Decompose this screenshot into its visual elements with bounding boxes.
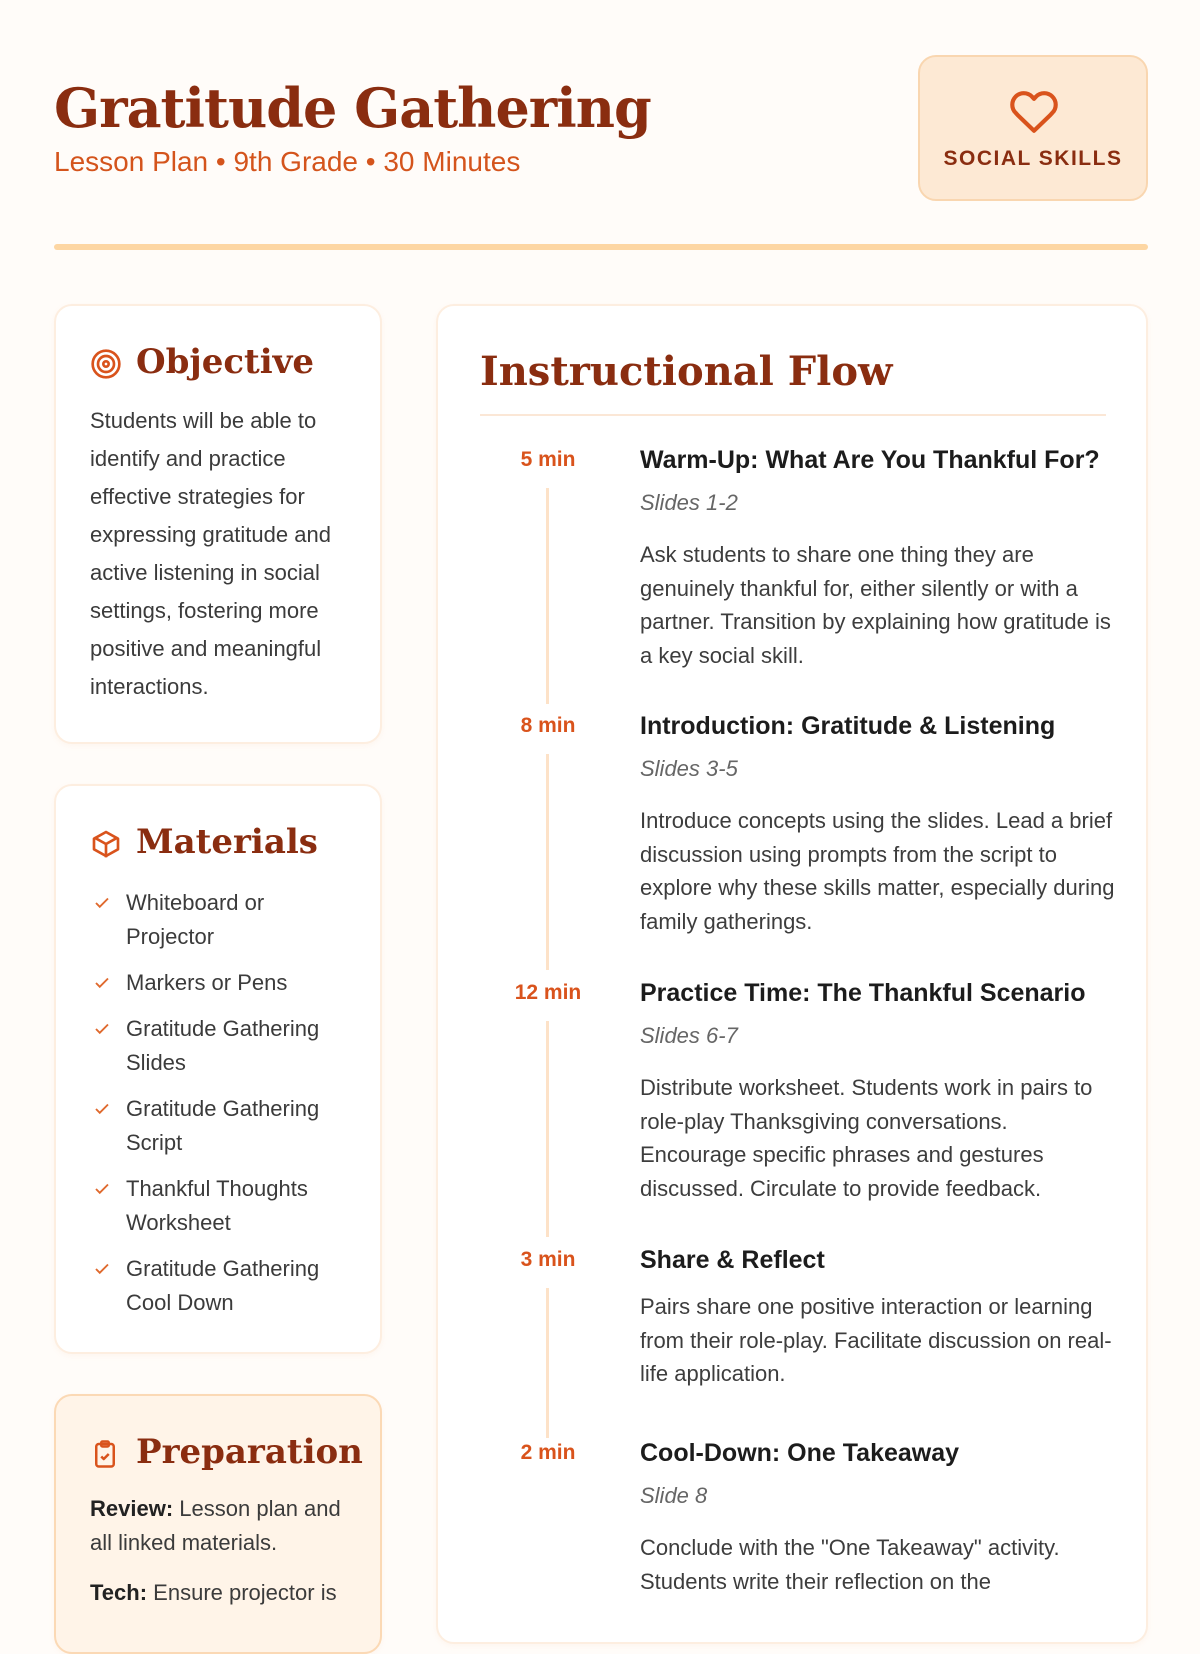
timeline-line bbox=[546, 754, 549, 970]
step-slides: Slides 3-5 bbox=[640, 756, 738, 781]
check-icon bbox=[92, 1180, 112, 1198]
timeline-line bbox=[546, 1021, 549, 1237]
prep-item-label: Review: bbox=[90, 1496, 174, 1521]
timeline-line bbox=[546, 488, 549, 704]
page-title: Gratitude Gathering bbox=[54, 76, 651, 140]
step-slides: Slides 1-2 bbox=[640, 490, 738, 515]
preparation-heading: Preparation bbox=[136, 1432, 363, 1472]
step-description: Introduce concepts using the slides. Lead a brief discussion using prompts from the script to explore why these skills matter, especially during family gatherings. bbox=[640, 808, 1115, 934]
step-slides: Slides 6-7 bbox=[640, 1023, 738, 1048]
objective-heading: Objective bbox=[136, 342, 315, 382]
instructional-flow-card bbox=[436, 304, 1148, 1644]
flow-divider bbox=[480, 414, 1106, 416]
step-duration: 5 min bbox=[520, 448, 576, 471]
materials-card bbox=[54, 784, 382, 1354]
material-label: Thankful Thoughts Worksheet bbox=[126, 1176, 308, 1235]
check-icon bbox=[92, 974, 112, 992]
material-label: Markers or Pens bbox=[126, 970, 288, 995]
box-icon bbox=[90, 828, 122, 860]
objective-card bbox=[54, 304, 382, 744]
lesson-header bbox=[54, 70, 1148, 210]
clipboard-check-icon bbox=[90, 1438, 120, 1470]
step-description: Distribute worksheet. Students work in pairs to role-play Thanksgiving conversations. Encourage specific phrases and gestures discussed. Circulate to provide feedback. bbox=[640, 1075, 1093, 1201]
step-slides: Slide 8 bbox=[640, 1483, 708, 1508]
check-icon bbox=[92, 1260, 112, 1278]
material-label: Gratitude Gathering Cool Down bbox=[126, 1256, 320, 1315]
category-badge-label: SOCIAL SKILLS bbox=[943, 147, 1123, 170]
step-title: Practice Time: The Thankful Scenario bbox=[640, 979, 1086, 1007]
step-duration: 12 min bbox=[514, 981, 582, 1004]
step-title: Cool-Down: One Takeaway bbox=[640, 1439, 960, 1467]
page-subtitle: Lesson Plan • 9th Grade • 30 Minutes bbox=[54, 146, 521, 177]
timeline-line bbox=[546, 1288, 549, 1438]
prep-item-text: Ensure projector is bbox=[153, 1580, 337, 1605]
target-icon bbox=[90, 348, 122, 380]
prep-item-label: Tech: bbox=[90, 1580, 148, 1605]
prep-item bbox=[90, 1492, 356, 1560]
material-label: Whiteboard or Projector bbox=[126, 890, 265, 949]
preparation-card bbox=[54, 1394, 382, 1654]
material-label: Gratitude Gathering Script bbox=[126, 1096, 320, 1155]
objective-text: Students will be able to identify and practice effective strategies for expressing gratitude and active listening in social settings, fostering more positive and meaningful interactions. bbox=[90, 408, 331, 699]
list-item bbox=[90, 1012, 356, 1080]
step-description: Pairs share one positive interaction or learning from their role-play. Facilitate discussion on real-life application. bbox=[640, 1294, 1112, 1386]
materials-heading: Materials bbox=[136, 822, 318, 862]
step-title: Warm-Up: What Are You Thankful For? bbox=[640, 446, 1100, 474]
list-item bbox=[90, 966, 356, 1000]
step-title: Share & Reflect bbox=[640, 1246, 825, 1274]
list-item bbox=[90, 1092, 356, 1160]
check-icon bbox=[92, 1100, 112, 1118]
flow-heading: Instructional Flow bbox=[480, 348, 893, 395]
step-duration: 2 min bbox=[520, 1441, 576, 1464]
material-label: Gratitude Gathering Slides bbox=[126, 1016, 320, 1075]
check-icon bbox=[92, 1020, 112, 1038]
step-title: Introduction: Gratitude & Listening bbox=[640, 712, 1056, 740]
step-description: Conclude with the "One Takeaway" activity. Students write their reflection on the bbox=[640, 1535, 1060, 1594]
list-item bbox=[90, 1252, 356, 1320]
list-item bbox=[90, 886, 356, 954]
header-divider bbox=[54, 244, 1148, 250]
step-duration: 3 min bbox=[520, 1248, 576, 1271]
list-item bbox=[90, 1172, 356, 1240]
step-duration: 8 min bbox=[520, 714, 576, 737]
prep-item bbox=[90, 1576, 356, 1610]
step-description: Ask students to share one thing they are genuinely thankful for, either silently or with a partner. Transition by explaining how gratitude is a key social skill. bbox=[640, 542, 1111, 668]
materials-list bbox=[90, 886, 356, 1332]
heart-icon bbox=[1007, 87, 1061, 137]
check-icon bbox=[92, 894, 112, 912]
category-badge bbox=[918, 55, 1148, 201]
prep-item-text: Lesson plan and all linked materials. bbox=[90, 1496, 341, 1555]
